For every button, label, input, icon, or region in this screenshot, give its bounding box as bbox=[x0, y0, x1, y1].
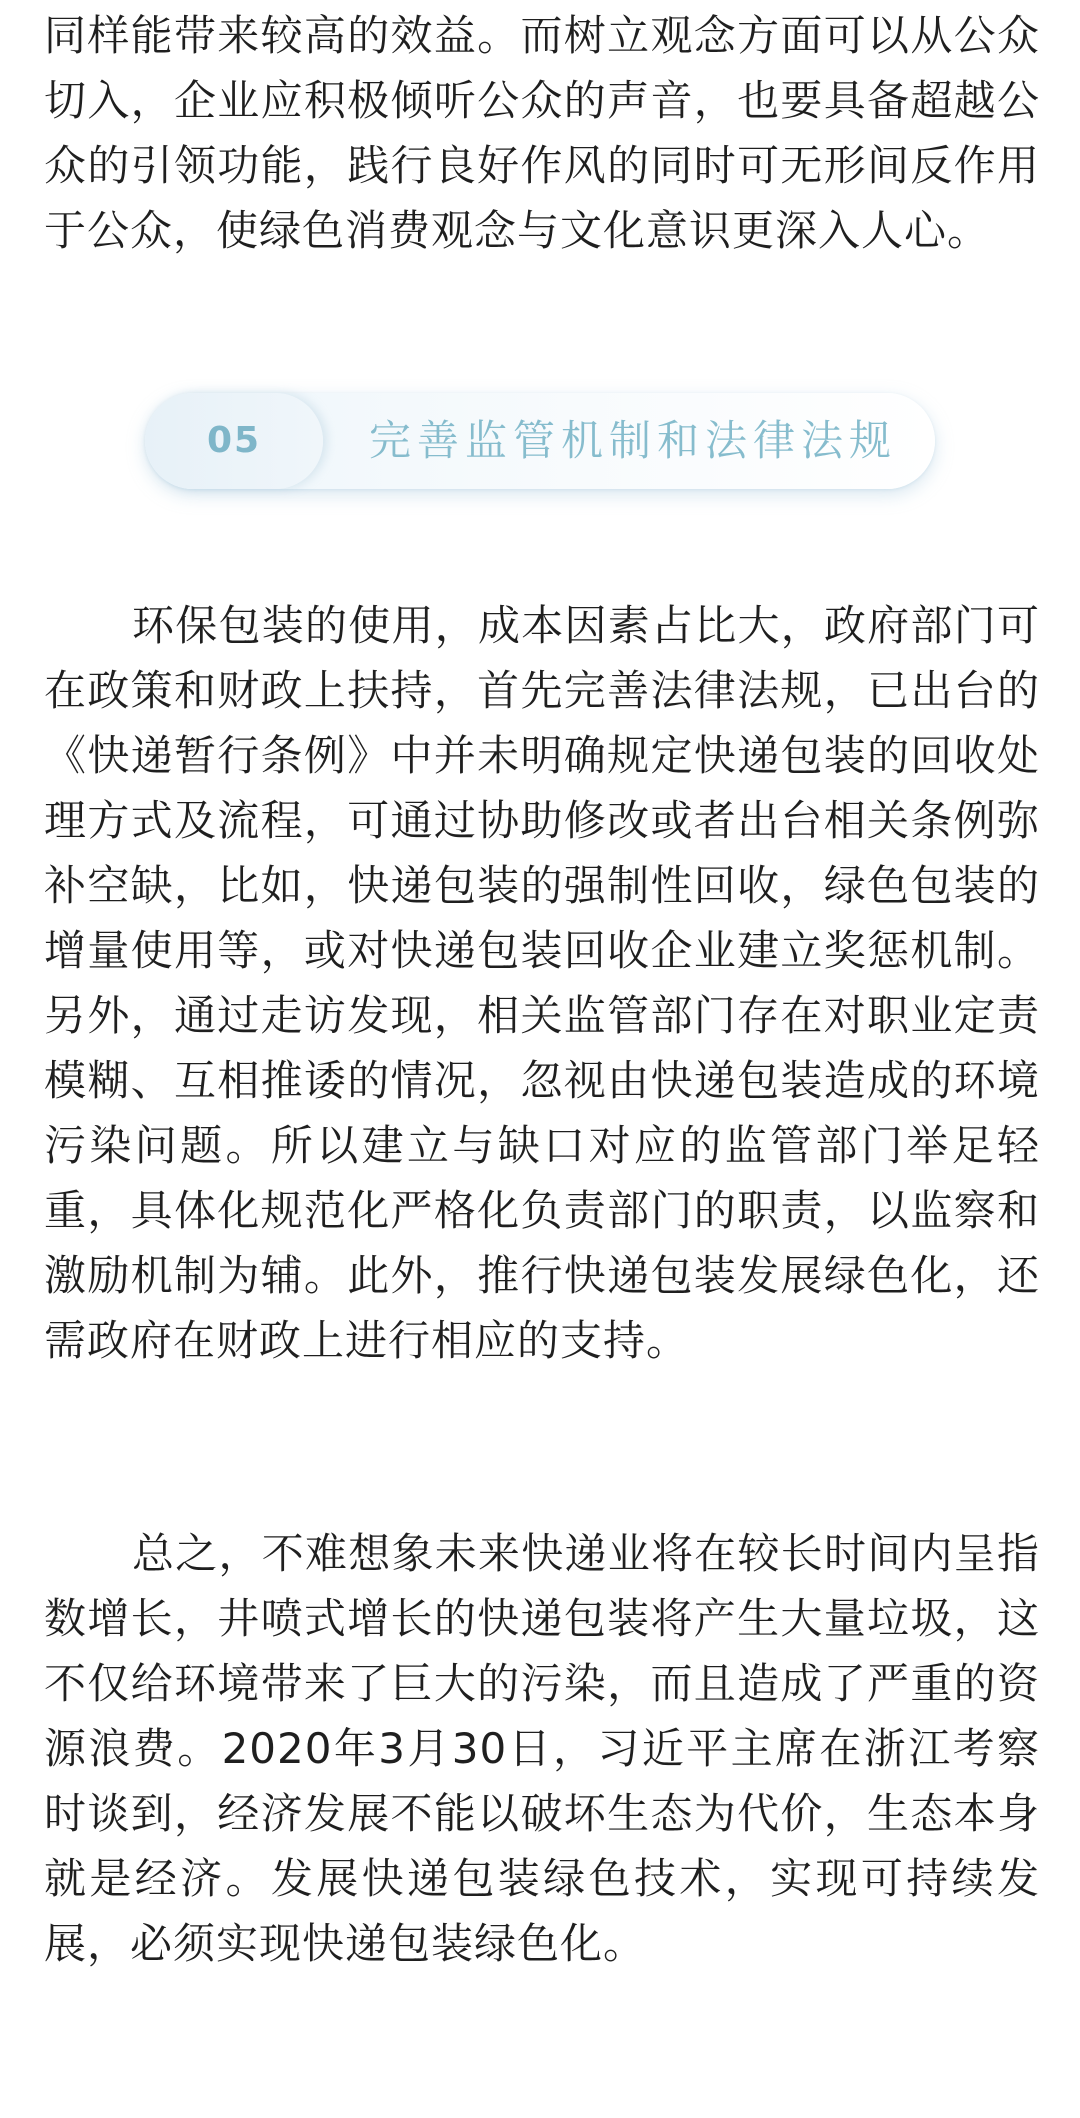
section-heading bbox=[145, 393, 935, 489]
intro-paragraph: 同样能带来较高的效益。而树立观念方面可以从公众切入，企业应积极倾听公众的声音，也要具备超越公众的引领功能，践行良好作风的同时可无形间反作用于公众，使绿色消费观念与文化意识更深入人心。 bbox=[44, 11, 1040, 255]
section-title: 完善监管机制和法律法规 bbox=[369, 416, 898, 465]
conclusion-paragraph: 总之，不难想象未来快递业将在较长时间内呈指数增长，井喷式增长的快递包装将产生大量垃圾，这不仅给环境带来了巨大的污染，而且造成了严重的资源浪费。2020年3月30日，习近平主席在浙江考察时谈到，经济发展不能以破坏生态为代价，生态本身就是经济。发展快递包装绿色技术，实现可持续发展，必须实现快递包装绿色化。 bbox=[44, 1529, 1040, 1968]
regulation-paragraph: 环保包装的使用，成本因素占比大，政府部门可在政策和财政上扶持，首先完善法律法规，已出台的《快递暂行条例》中并未明确规定快递包装的回收处理方式及流程，可通过协助修改或者出台相关条例弥补空缺，比如，快递包装的强制性回收，绿色包装的增量使用等，或对快递包装回收企业建立奖惩机制。另外，通过走访发现，相关监管部门存在对职业定责模糊、互相推诿的情况，忽视由快递包装造成的环境污染问题。所以建立与缺口对应的监管部门举足轻重，具体化规范化严格化负责部门的职责，以监察和激励机制为辅。此外，推行快递包装发展绿色化，还需政府在财政上进行相应的支持。 bbox=[44, 601, 1040, 1365]
section-number: 05 bbox=[206, 420, 262, 461]
